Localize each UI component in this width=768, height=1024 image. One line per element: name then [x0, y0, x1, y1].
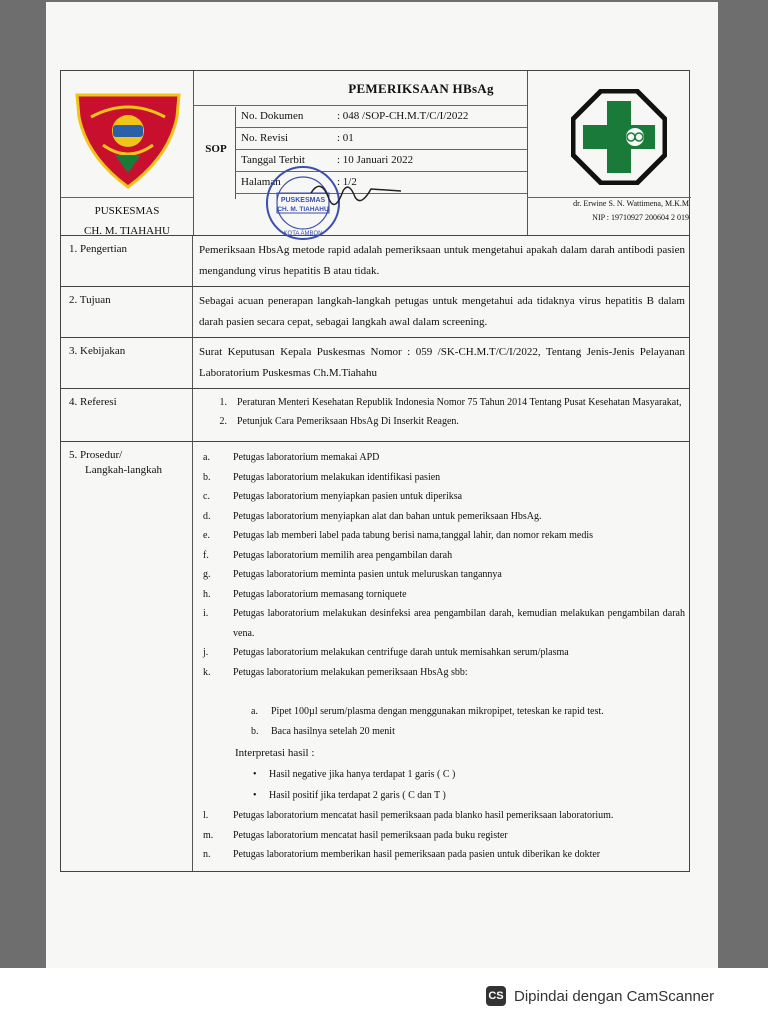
puskesmas-line-1: PUSKESMAS [94, 205, 160, 217]
stamp-text-mid: CH. M. TIAHAHU [277, 206, 329, 213]
interpretation-list [199, 764, 685, 806]
list-marker: 2. [219, 416, 227, 427]
puskesmas-line-2: CH. M. TIAHAHU [84, 225, 170, 237]
page-title: PEMERIKSAAN HBsAg [348, 81, 494, 96]
list-marker: 1. [219, 397, 227, 408]
list-text: Petugas laboratorium memilih area pengambilan darah [233, 549, 453, 561]
issue-date-value: : 10 Januari 2022 [337, 154, 414, 166]
official-stamp [251, 163, 431, 245]
revision-row [241, 132, 354, 144]
interpretation-title: Interpretasi hasil : [235, 747, 315, 759]
section-tujuan [60, 287, 690, 338]
section-text: Pemeriksaan HbsAg metode rapid adalah pemeriksaan untuk mengetahui apakah dalam darah antibodi pasien mengandung virus hepatitis B atau tidak. [199, 244, 685, 277]
section-prosedur [60, 442, 690, 872]
list-item [199, 826, 685, 846]
signer-name: dr. Erwine S. N. Wattimena, M.K.M [573, 199, 689, 208]
list-marker: e. [203, 530, 210, 541]
list-text: Baca hasilnya setelah 20 menit [271, 726, 395, 737]
section-label: 2. Tujuan [61, 287, 193, 337]
list-marker: f. [203, 549, 209, 561]
list-marker: d. [203, 510, 211, 522]
steps-a-to-k [199, 448, 685, 682]
section-label: 4. Referesi [61, 389, 193, 441]
list-item [199, 448, 685, 468]
list-text: Petugas lab memberi label pada tabung berisi nama,tanggal lahir, dan nomor rekam medis [233, 530, 594, 541]
list-item [199, 546, 685, 566]
list-item [199, 702, 685, 722]
list-marker: a. [203, 452, 210, 463]
list-marker: k. [203, 666, 211, 678]
section-text: Sebagai acuan penerapan langkah-langkah petugas untuk mengetahui ada tidaknya virus hepatitis B dalam darah pasien secara cepat, sebagai langkah awal dalam screening. [199, 295, 685, 328]
doc-number-value: : 048 /SOP-CH.M.T/C/I/2022 [337, 110, 469, 122]
signer-info [531, 197, 689, 225]
section-label-line-2: Langkah-langkah [85, 464, 162, 476]
camscanner-text: Dipindai dengan CamScanner [514, 987, 715, 1005]
reference-list [193, 389, 689, 441]
divider [193, 105, 527, 106]
list-item [199, 585, 685, 605]
list-item [199, 663, 685, 683]
list-text: Petugas laboratorium melakukan identifikasi pasien [233, 471, 441, 483]
divider [61, 197, 193, 198]
list-text: Petugas laboratorium melakukan desinfeksi area pengambilan darah, kemudian melakukan pengambilan darah vena. [233, 608, 685, 639]
divider [235, 149, 527, 150]
spacer [199, 682, 685, 702]
puskesmas-name [61, 201, 193, 241]
section-label: 1. Pengertian [61, 236, 193, 286]
list-text: Petugas laboratorium menyiapkan alat dan bahan untuk pemeriksaan HbsAg. [233, 510, 542, 522]
camscanner-icon: CS [486, 986, 506, 1006]
list-item [199, 393, 685, 412]
list-marker: n. [203, 849, 211, 860]
section-text: Surat Keputusan Kepala Puskesmas Nomor : 059 /SK-CH.M.T/C/I/2022, Tentang Jenis-Jenis Pelayanan Laboratorium Puskesmas Ch.M.Tiahahu [199, 346, 685, 379]
list-marker: h. [203, 588, 211, 600]
page-value: : 1/2 [337, 176, 357, 188]
divider [193, 71, 194, 235]
list-item [199, 412, 685, 431]
doc-number-row [241, 110, 468, 122]
sop-document [60, 70, 690, 872]
list-marker: c. [203, 491, 210, 502]
sub-steps [199, 702, 685, 742]
list-item [199, 764, 685, 785]
stamp-text-top: PUSKESMAS [280, 197, 326, 204]
list-text: Hasil positif jika terdapat 2 garis ( C dan T ) [269, 790, 446, 801]
revision-value: : 01 [337, 132, 354, 144]
list-item [199, 722, 685, 742]
list-item [199, 806, 685, 826]
list-text: Hasil negative jika hanya terdapat 1 garis ( C ) [269, 769, 456, 780]
stamp-text-ring: KOTA AMBON [283, 231, 323, 237]
list-text: Petugas laboratorium menyiapkan pasien untuk diperiksa [233, 491, 463, 502]
list-item [199, 785, 685, 806]
list-marker: a. [251, 706, 258, 717]
list-marker: g. [203, 569, 211, 580]
list-item [199, 526, 685, 546]
list-item [199, 487, 685, 507]
list-text: Petugas laboratorium melakukan centrifuge darah untuk memisahkan serum/plasma [233, 647, 569, 658]
steps-l-to-n [199, 806, 685, 865]
list-text: Petugas laboratorium mencatat hasil pemeriksaan pada buku register [233, 829, 508, 841]
list-text: Petugas laboratorium melakukan pemeriksaan HbsAg sbb: [233, 666, 468, 678]
list-marker: i. [203, 608, 209, 619]
revision-label: No. Revisi [241, 132, 289, 144]
list-text: Petunjuk Cara Pemeriksaan HbsAg Di Inserkit Reagen. [237, 416, 459, 427]
section-label: 3. Kebijakan [61, 338, 193, 388]
list-marker: • [253, 790, 257, 801]
section-label [61, 442, 193, 871]
page-label: Halaman [241, 176, 281, 188]
signer-nip: NIP : 19710927 200604 2 019 [592, 213, 689, 222]
list-text: Petugas laboratorium memasang torniquete [233, 588, 407, 600]
list-marker: b. [251, 726, 259, 737]
doc-number-label: No. Dokumen [241, 110, 304, 122]
sop-header [60, 70, 690, 235]
section-label-line-1: 5. Prosedur/ [69, 449, 123, 461]
section-referensi [60, 389, 690, 442]
list-text: Petugas laboratorium meminta pasien untuk meluruskan tangannya [233, 569, 502, 580]
list-marker: j. [203, 647, 209, 658]
list-item [199, 604, 685, 643]
procedure-steps [193, 442, 689, 871]
list-marker: l. [203, 810, 209, 821]
list-marker: • [253, 769, 257, 780]
city-emblem-logo [73, 87, 183, 191]
list-item [199, 468, 685, 488]
list-item [199, 507, 685, 527]
puskesmas-logo [571, 89, 667, 185]
list-item [199, 845, 685, 865]
list-text: Petugas laboratorium mencatat hasil pemeriksaan pada blanko hasil pemeriksaan laboratorium. [233, 810, 614, 821]
divider [235, 127, 527, 128]
sop-label: SOP [205, 143, 227, 155]
list-text: Peraturan Menteri Kesehatan Republik Indonesia Nomor 75 Tahun 2014 Tentang Pusat Kesehatan Masyarakat, [237, 397, 682, 408]
camscanner-watermark [486, 986, 714, 1006]
list-item [199, 565, 685, 585]
list-text: Petugas laboratorium memakai APD [233, 452, 380, 463]
list-marker: m. [203, 829, 214, 841]
list-marker: b. [203, 471, 211, 483]
section-kebijakan [60, 338, 690, 389]
list-text: Pipet 100µl serum/plasma dengan menggunakan mikropipet, teteskan ke rapid test. [271, 706, 604, 717]
list-text: Petugas laboratorium memberikan hasil pemeriksaan pada pasien untuk diberikan ke dokter [233, 849, 601, 860]
list-item [199, 643, 685, 663]
issue-date-label: Tanggal Terbit [241, 154, 305, 166]
divider [235, 107, 236, 199]
